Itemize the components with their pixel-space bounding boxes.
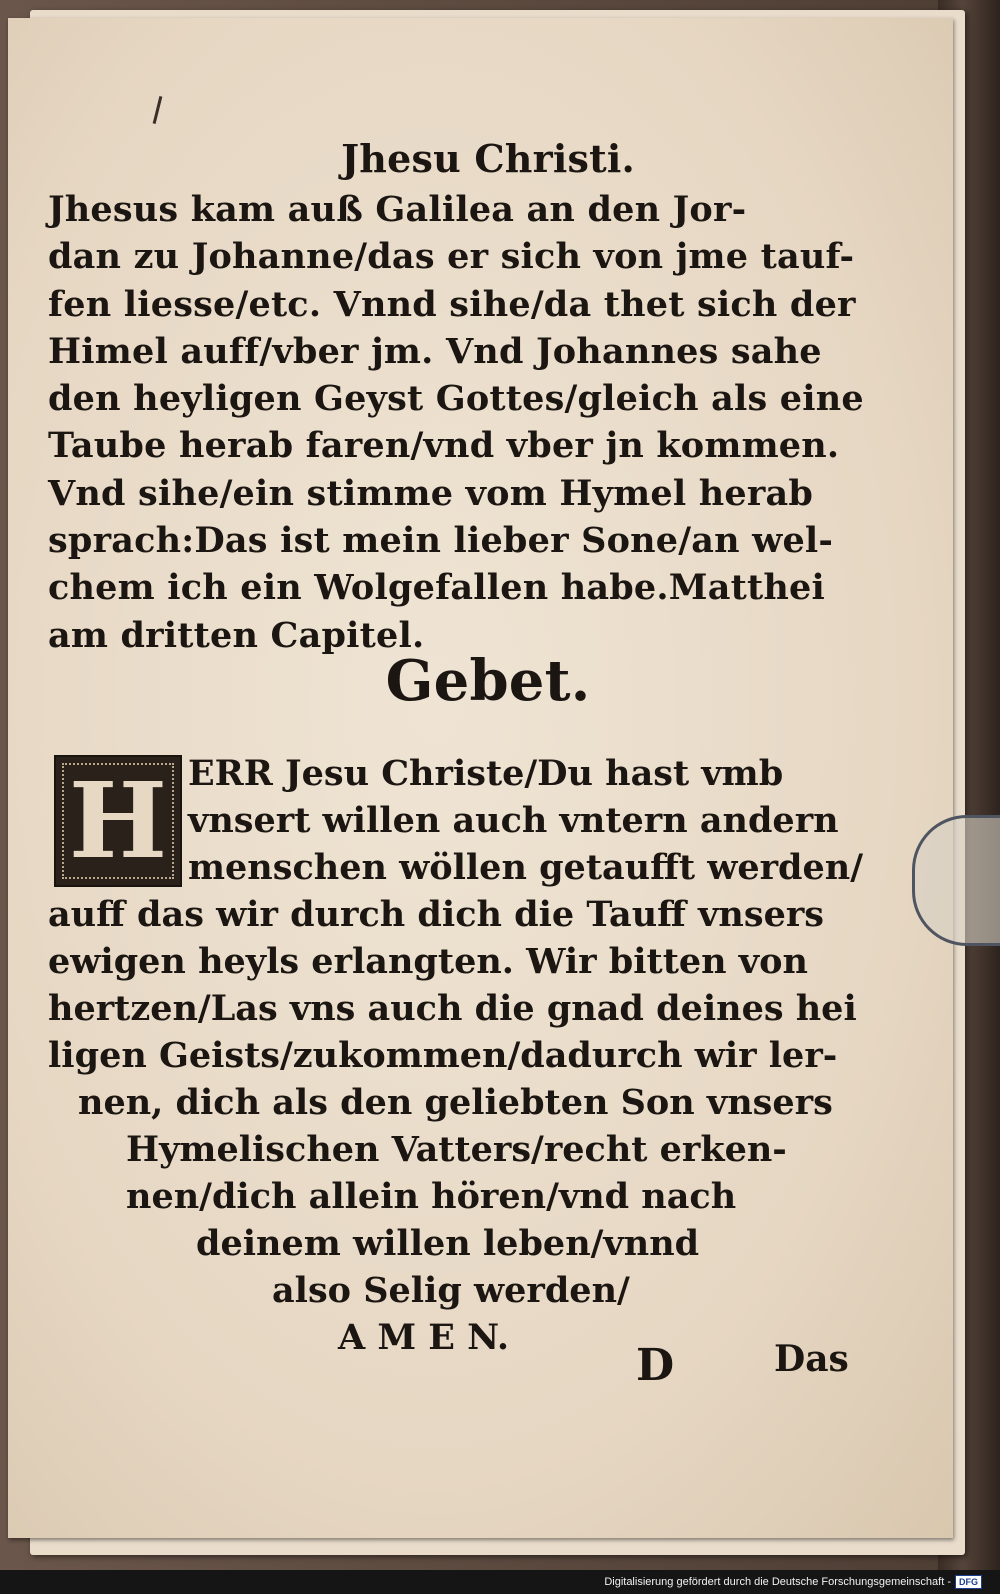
prayer-line: Hymelischen Vatters/recht erken- (126, 1129, 787, 1170)
text-line: Himel auff/vber jm. Vnd Johannes sahe (48, 330, 822, 372)
prayer-line: ERR Jesu Christe/Du hast vmb (188, 753, 784, 794)
prayer-line: nen/dich allein hören/vnd nach (126, 1176, 737, 1217)
page-heading: Jhesu Christi. (341, 136, 635, 181)
text-line: sprach:Das ist mein lieber Sone/an wel- (48, 520, 834, 562)
ink-mark (153, 96, 163, 124)
prayer-line: hertzen/Las vns auch die gnad deines hei (48, 988, 857, 1029)
text-line: chem ich ein Wolgefallen habe.Matthei (48, 567, 825, 609)
prayer-line: auff das wir durch dich die Tauff vnsers (48, 894, 824, 935)
initial-letter: H (62, 763, 174, 879)
text-line: Taube herab faren/vnd vber jn kommen. (48, 425, 840, 467)
text-line: Jhesus kam auß Galilea an den Jor- (48, 189, 747, 230)
bookmark-clip (912, 815, 1000, 946)
text-line: Vnd sihe/ein stimme vom Hymel herab (48, 472, 814, 514)
scripture-paragraph (48, 186, 864, 659)
prayer-title: Gebet. (385, 648, 591, 714)
text-line: den heyligen Geyst Gottes/gleich als eine (48, 378, 864, 420)
dfg-logo: DFG (955, 1575, 982, 1589)
text-line: dan zu Johanne/das er sich von jme tauf- (48, 236, 855, 278)
prayer-line: ligen Geists/zukommen/dadurch wir ler- (48, 1035, 838, 1076)
prayer-line: also Selig werden/ (272, 1270, 630, 1311)
amen: A M E N. (338, 1317, 510, 1358)
signature-mark: D (636, 1340, 675, 1391)
prayer-line: menschen wöllen getaufft werden/ (188, 847, 863, 888)
digitization-credit (604, 1575, 982, 1589)
text-line: am dritten Capitel. (48, 614, 425, 656)
catchword: Das (774, 1338, 849, 1380)
prayer-line: vnsert willen auch vntern andern (188, 800, 839, 841)
decorated-initial (54, 755, 182, 887)
prayer-line: nen, dich als den geliebten Son vnsers (78, 1082, 833, 1123)
credit-text: Digitalisierung gefördert durch die Deutsche Forschungsgemeinschaft - (604, 1576, 951, 1588)
text-line: fen liesse/etc. Vnnd sihe/da thet sich der (48, 283, 856, 325)
prayer-line: ewigen heyls erlangten. Wir bitten von (48, 941, 808, 982)
prayer-line: deinem willen leben/vnnd (196, 1223, 700, 1264)
book-page (8, 18, 953, 1538)
